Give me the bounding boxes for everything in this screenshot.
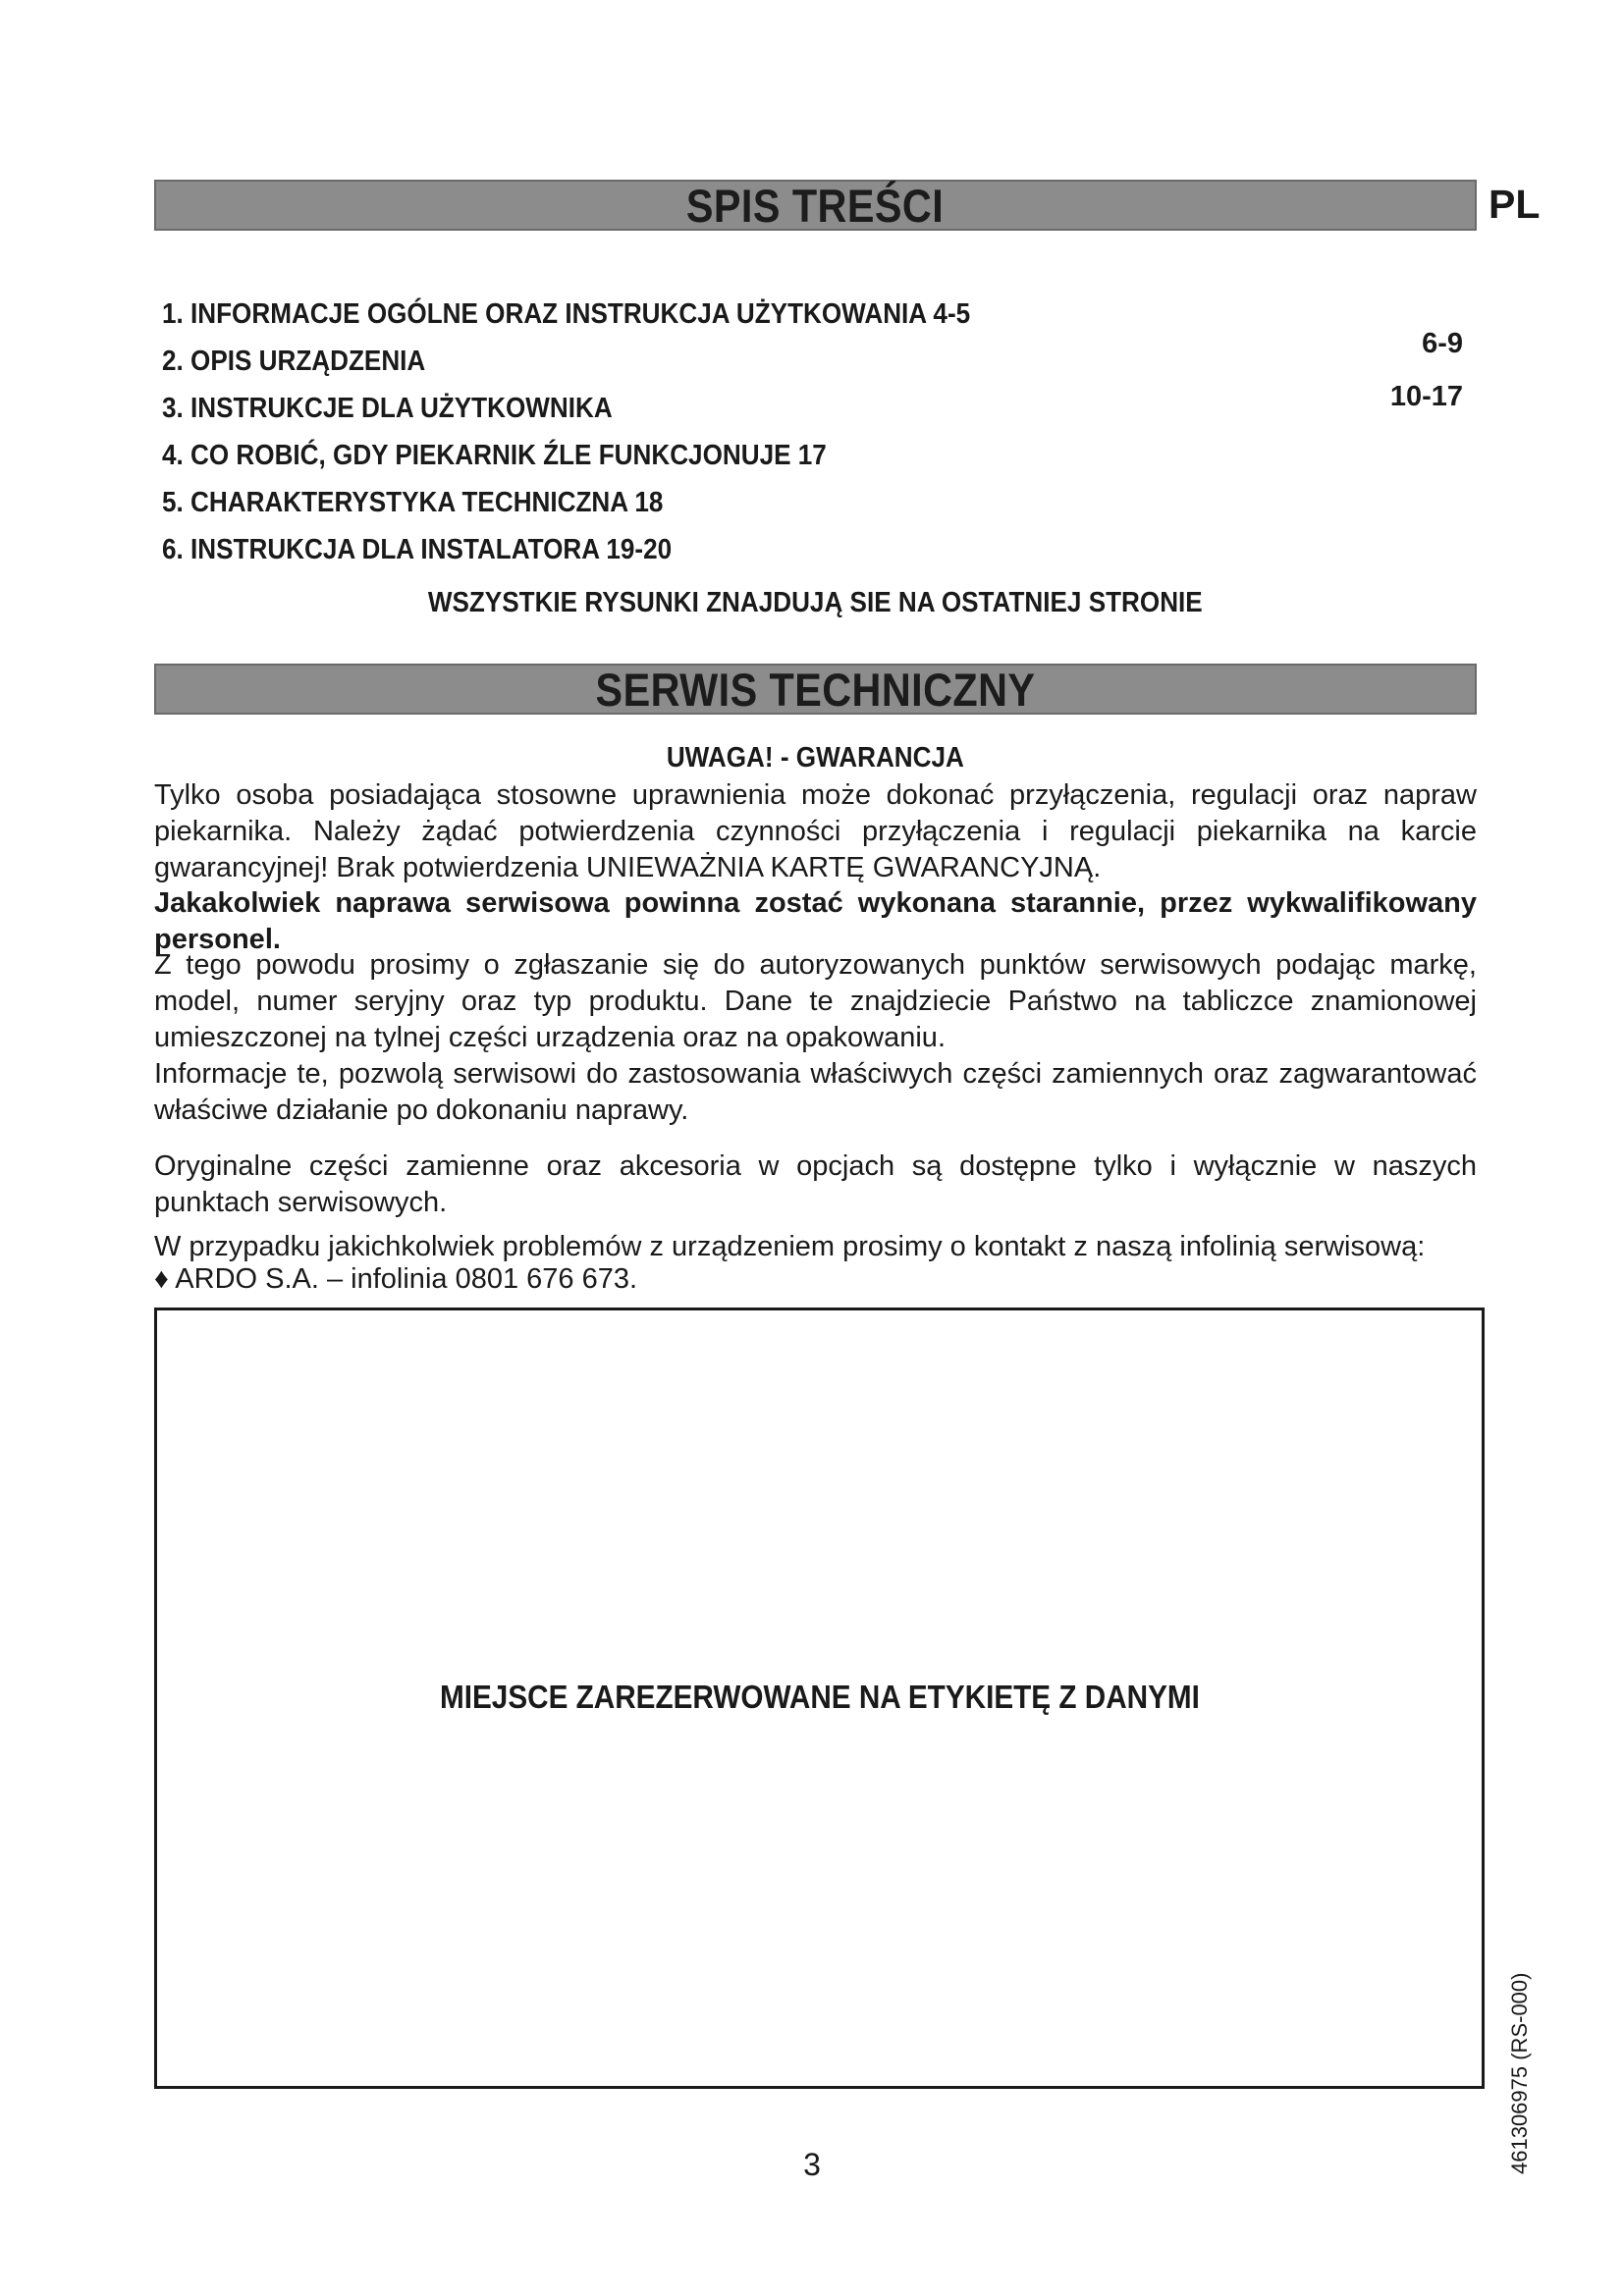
warranty-paragraph: Tylko osoba posiadająca stosowne uprawnienia może dokonać przyłączenia, regulacji oraz napraw piekarnika. Należy żądać potwierdzenia czynności przyłączenia i regulacji piekarnika na karcie gwarancyjnej! Brak potwierdzenia UNIEWAŻNIA KARTĘ GWARANCYJNĄ. xyxy=(154,779,1477,883)
repair-notice: Jakakolwiek naprawa serwisowa powinna zostać wykonana starannie, przez wykwalifikowany personel. xyxy=(154,887,1477,955)
service-title: SERWIS TECHNICZNY xyxy=(595,664,1036,716)
toc-item-text: 5. CHARAKTERYSTYKA TECHNICZNA 18 xyxy=(162,487,664,518)
toc-item-text: 1. INFORMACJE OGÓLNE ORAZ INSTRUKCJA UŻYTKOWANIA 4-5 xyxy=(162,298,971,330)
contact-paragraph: W przypadku jakichkolwiek problemów z urządzeniem prosimy o kontakt z naszą infolinią serwisową: xyxy=(154,1231,1426,1262)
toc-item xyxy=(162,291,1473,338)
spare-parts-paragraph: Informacje te, pozwolą serwisowi do zastosowania właściwych części zamiennych oraz zagwarantować właściwe działanie po dokonaniu naprawy. xyxy=(154,1058,1477,1126)
page-number: 3 xyxy=(803,2147,821,2182)
toc-page-range: 10-17 xyxy=(1389,381,1463,412)
label-box-text: MIEJSCE ZAREZERWOWANE NA ETYKIETĘ Z DANYMI xyxy=(439,1679,1200,1715)
warranty-heading: UWAGA! - GWARANCJA xyxy=(666,742,965,774)
service-points-paragraph: Z tego powodu prosimy o zgłaszanie się do autoryzowanych punktów serwisowych podając markę, model, numer seryjny oraz typ produktu. Dane te znajdziecie Państwo na tabliczce znamionowej umieszczonej na tylnej części urządzenia oraz na opakowaniu. xyxy=(154,949,1477,1053)
toc-item xyxy=(162,526,1473,573)
original-parts-paragraph: Oryginalne części zamienne oraz akcesoria w opcjach są dostępne tylko i wyłącznie w naszych punktach serwisowych. xyxy=(154,1150,1477,1218)
service-title-banner xyxy=(154,664,1477,715)
document-code: 461306975 (RS-000) xyxy=(1507,1972,1532,2174)
toc-item xyxy=(162,338,1473,385)
toc-item-text: 3. INSTRUKCJE DLA UŻYTKOWNIKA xyxy=(162,393,613,424)
toc-item-text: 6. INSTRUKCJA DLA INSTALATORA 19-20 xyxy=(162,534,673,565)
language-code: PL xyxy=(1489,182,1541,227)
toc-title: SPIS TREŚCI xyxy=(686,180,945,232)
table-of-contents xyxy=(162,291,1473,573)
toc-page-range: 6-9 xyxy=(1422,328,1463,359)
rating-label-box xyxy=(154,1308,1485,2089)
drawings-note: WSZYSTKIE RYSUNKI ZNAJDUJĄ SIE NA OSTATNIEJ STRONIE xyxy=(428,587,1203,618)
hotline-text: ARDO S.A. – infolinia 0801 676 673. xyxy=(175,1263,638,1295)
toc-title-banner xyxy=(154,180,1477,231)
toc-item-text: 4. CO ROBIĆ, GDY PIEKARNIK ŹLE FUNKCJONUJE 17 xyxy=(162,440,827,471)
toc-item xyxy=(162,385,1473,432)
hotline-item xyxy=(154,1261,637,1298)
diamond-bullet-icon: ♦ xyxy=(154,1263,169,1295)
toc-item-text: 2. OPIS URZĄDZENIA xyxy=(162,346,426,377)
toc-item xyxy=(162,479,1473,526)
toc-item xyxy=(162,432,1473,479)
